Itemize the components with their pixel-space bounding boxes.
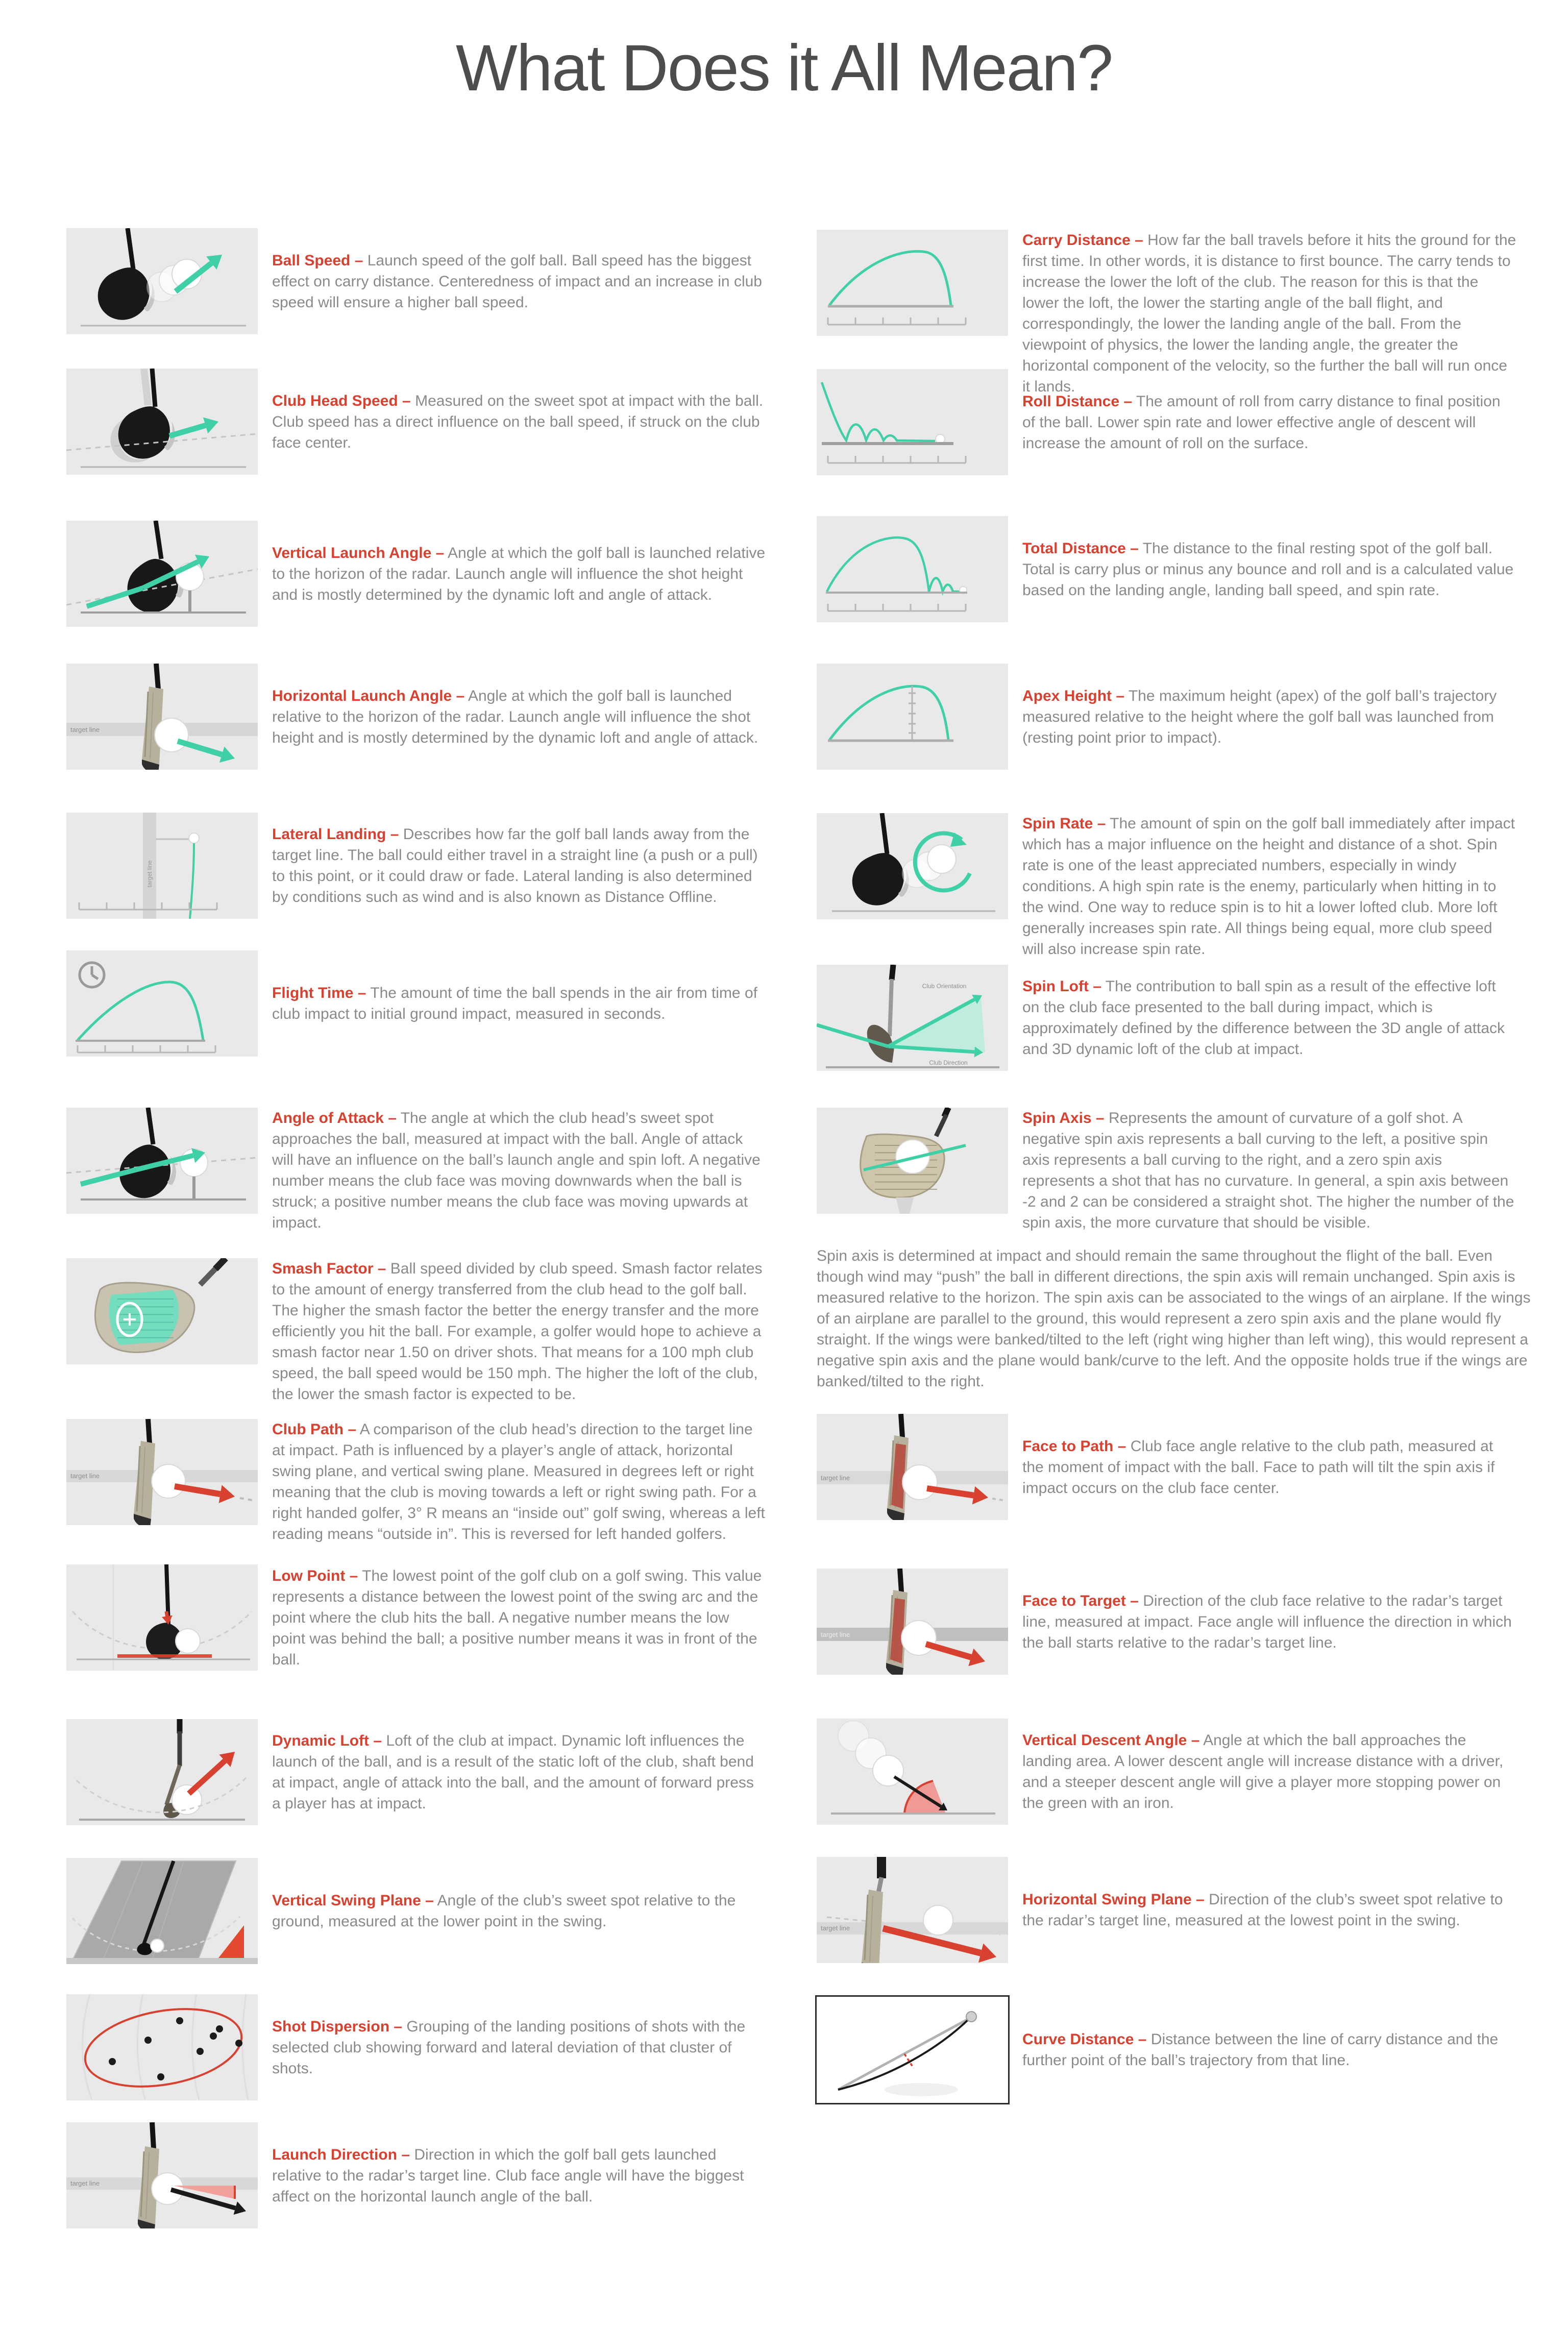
entry-dynamic-loft	[66, 1719, 783, 1825]
definition-body: The maximum height (apex) of the golf ball’s trajectory measured relative to the height where the golf ball was launched from (resting point prior to impact).	[1022, 687, 1497, 746]
low-point-illustration	[66, 1564, 258, 1671]
term-label: Spin Axis –	[1022, 1110, 1105, 1126]
term-label: Smash Factor –	[272, 1260, 386, 1277]
entry-vertical-swing-plane	[66, 1858, 783, 1964]
horizontal-swing-plane-icon	[817, 1857, 1008, 1963]
term-label: Launch Direction –	[272, 2146, 410, 2163]
spin-axis-note: Spin axis is determined at impact and should remain the same throughout the flight of the ball. Even though wind may “push” the ball in different directions, the spin axis will remain unchanged. Spin axis is measured relative to the horizon. The spin axis can be associated to the wings of an airplane. If the wings of an airplane are parallel to the ground, this would represent a zero spin axis and the plane would fly straight. If the wings were banked/tilted to the left (right wing higher than left wing), this would represent a negative spin axis and the plane would bank/curve to the left. And the opposite holds true if the wings are banked/tilted to the right.	[817, 1247, 1531, 1390]
term-label: Dynamic Loft –	[272, 1732, 382, 1749]
spin-axis-icon	[817, 1108, 1008, 1214]
definition-body: The amount of spin on the golf ball immediately after impact which has a major influence on the height and distance of a shot. Spin rate is one of the least appreciated numbers, especially in windy conditions. A high spin rate is the enemy, particularly when hitting in to the wind. One way to reduce spin is to hit a lower lofted club. More loft generally increases spin rate. All things being equal, more club speed will also increase spin rate.	[1022, 815, 1515, 958]
definition-body: Ball speed divided by club speed. Smash factor relates to the amount of energy transferred from the club head to the golf ball. The higher the smash factor the better the energy transfer and the more efficiently you hit the ball. For example, a golfer would hope to achieve a smash factor near 1.50 on driver shots. That means for a 100 mph club speed, the ball speed would be 150 mph. The higher the loft of the club, the lower the smash factor is expected to be.	[272, 1260, 763, 1403]
entry-launch-direction	[66, 2122, 783, 2228]
horizontal-launch-angle-illustration	[66, 664, 258, 770]
term-label: Total Distance –	[1022, 540, 1139, 557]
term-label: Curve Distance –	[1022, 2031, 1147, 2048]
horizontal-launch-angle-definition	[272, 685, 766, 748]
spin-rate-illustration	[817, 813, 1008, 919]
vertical-launch-angle-illustration	[66, 521, 258, 627]
horizontal-swing-plane-illustration	[817, 1857, 1008, 1963]
definition-body: The angle at which the club head’s sweet spot approaches the ball, measured at impact with the ball. Angle of attack will have an influence on the ball’s launch angle and spin loft. A negative number means the club face was moving downwards when the ball is struck; a positive number means the club face was moving upwards at impact.	[272, 1110, 761, 1231]
term-label: Lateral Landing –	[272, 826, 399, 843]
entry-apex-height	[817, 664, 1534, 770]
ball-speed-icon	[66, 228, 258, 334]
definition-body: The contribution to ball spin as a result of the effective loft on the club face presented to the ball during impact, which is approximately defined by the difference between the 3D angle of attack and 3D dynamic loft of the club at impact.	[1022, 978, 1505, 1058]
dynamic-loft-illustration	[66, 1719, 258, 1825]
launch-direction-definition	[272, 2144, 766, 2207]
face-to-target-icon	[817, 1569, 1008, 1675]
spin-loft-illustration	[817, 965, 1008, 1071]
lateral-landing-definition	[272, 824, 766, 908]
lateral-landing-illustration	[66, 813, 258, 919]
definition-body: Angle at which the golf ball is launched relative to the horizon of the radar. Launch angle will influence the shot height and is mostly determined by the dynamic loft and angle of attack.	[272, 687, 758, 746]
vertical-swing-plane-definition	[272, 1890, 766, 1932]
horizontal-swing-plane-definition	[1022, 1889, 1516, 1931]
definition-body: Direction of the club face relative to the radar’s target line, measured at impact. Face angle will influence the direction in which the ball starts relative to the radar’s target line.	[1022, 1592, 1512, 1651]
term-label: Face to Target –	[1022, 1592, 1139, 1609]
entry-total-distance	[817, 516, 1534, 622]
face-to-path-illustration	[817, 1414, 1008, 1520]
definition-body: Club face angle relative to the club path, measured at the moment of impact with the ball. Face to path will tilt the spin axis if impact occurs on the club face center.	[1022, 1437, 1495, 1497]
ball-speed-definition	[272, 250, 766, 313]
entry-smash-factor	[66, 1258, 783, 1405]
launch-direction-illustration	[66, 2122, 258, 2228]
term-label: Horizontal Swing Plane –	[1022, 1891, 1205, 1908]
entry-roll-distance	[817, 369, 1534, 475]
entry-club-head-speed	[66, 369, 783, 475]
target-line-label: target line	[70, 1472, 100, 1480]
vertical-launch-angle-icon	[66, 521, 258, 627]
flight-time-illustration	[66, 950, 258, 1057]
term-label: Horizontal Launch Angle –	[272, 687, 465, 704]
angle-of-attack-icon	[66, 1108, 258, 1214]
entry-spin-loft	[817, 965, 1534, 1071]
entry-club-path	[66, 1419, 783, 1545]
term-label: Angle of Attack –	[272, 1110, 397, 1126]
target-line-label: target line	[821, 1474, 850, 1482]
entry-ball-speed	[66, 228, 783, 334]
roll-distance-definition	[1022, 391, 1516, 454]
definition-body: Loft of the club at impact. Dynamic loft influences the launch of the ball, and is a result of the static loft of the club, shaft bend at impact, angle of attack into the ball, and the amount of forward press a player has at impact.	[272, 1732, 754, 1812]
carry-distance-icon	[817, 230, 1008, 336]
vertical-swing-plane-illustration	[66, 1858, 258, 1964]
definition-body: How far the ball travels before it hits the ground for the first time. In other words, it is distance to first bounce. The carry tends to increase the lower the loft of the club. The reason for this is that the lower the loft, the lower the starting angle of the ball flight, and correspondingly, the lower the landing angle of the ball. From the viewpoint of physics, the lower the landing angle, the greater the horizontal component of the velocity, so the further the ball will run once it lands.	[1022, 232, 1516, 395]
angle-of-attack-illustration	[66, 1108, 258, 1214]
angle-of-attack-definition	[272, 1108, 766, 1233]
low-point-icon	[66, 1564, 258, 1671]
dynamic-loft-definition	[272, 1730, 766, 1814]
term-label: Club Head Speed –	[272, 392, 411, 409]
definition-body: Angle at which the ball approaches the landing area. A lower descent angle will increase distance with a driver, and a steeper descent angle will give a player more stopping power on the green with an iron.	[1022, 1732, 1504, 1811]
entry-vertical-descent-angle	[817, 1719, 1534, 1825]
total-distance-icon	[817, 516, 1008, 622]
low-point-definition	[272, 1565, 766, 1670]
definition-body: Launch speed of the golf ball. Ball speed has the biggest effect on carry distance. Centeredness of impact and an increase in club speed will ensure a higher ball speed.	[272, 252, 762, 311]
spin-loft-icon	[817, 965, 1008, 1071]
flight-time-icon	[66, 950, 258, 1057]
club-path-illustration	[66, 1419, 258, 1525]
definition-body: Measured on the sweet spot at impact with the ball. Club speed has a direct influence on the ball speed, if struck on the club face center.	[272, 392, 764, 451]
ball-speed-illustration	[66, 228, 258, 334]
total-distance-illustration	[817, 516, 1008, 622]
definition-body: Represents the amount of curvature of a golf shot. A negative spin axis represents a ball curving to the left, a positive spin axis represents a ball curving to the right, and a zero spin axis represents a shot that has no curvature. In general, a spin axis between -2 and 2 can be considered a straight shot. The higher the number of the spin axis, the more curvature that should be visible.	[1022, 1110, 1514, 1231]
definition-body: A comparison of the club head’s direction to the target line at impact. Path is influenced by a player’s angle of attack, horizontal swing plane, and vertical swing plane. Measured in degrees left or right meaning that the club is moving towards a left or right swing path. For a right handed golfer, 3° R means an “inside out” golf swing, whereas a left reading means “outside in”. This is reversed for left handed golfers.	[272, 1421, 765, 1542]
entry-angle-of-attack	[66, 1108, 783, 1233]
spin-rate-definition	[1022, 813, 1516, 960]
term-label: Vertical Swing Plane –	[272, 1892, 434, 1909]
shot-dispersion-illustration	[66, 1994, 258, 2100]
club-path-icon	[66, 1419, 258, 1525]
target-line-label: target line	[821, 1631, 850, 1638]
club-path-definition	[272, 1419, 766, 1545]
definition-body: The distance to the final resting spot of the golf ball. Total is carry plus or minus any bounce and roll and is a calculated value based on the landing angle, landing ball speed, and spin rate.	[1022, 540, 1514, 599]
target-line-label: target line	[70, 726, 100, 733]
horizontal-launch-angle-icon	[66, 664, 258, 770]
vertical-descent-angle-icon	[817, 1719, 1008, 1825]
definition-body: Direction of the club’s sweet spot relative to the radar’s target line, measured at the lowest point in the swing.	[1022, 1891, 1503, 1929]
target-line-label: target line	[70, 2179, 100, 2187]
entry-flight-time	[66, 950, 783, 1057]
term-label: Carry Distance –	[1022, 232, 1143, 249]
face-to-path-icon	[817, 1414, 1008, 1520]
roll-distance-icon	[817, 369, 1008, 475]
spin-axis-definition	[1022, 1108, 1516, 1233]
curve-distance-definition	[1022, 2029, 1516, 2071]
spin-loft-definition	[1022, 976, 1516, 1060]
roll-distance-illustration	[817, 369, 1008, 475]
definition-body: Describes how far the golf ball lands away from the target line. The ball could either travel in a straight line (a push or a pull) to this point, or it could draw or fade. Lateral landing is also determined by conditions such as wind and is also known as Distance Offline.	[272, 826, 758, 905]
term-label: Roll Distance –	[1022, 393, 1133, 410]
definition-body: Angle at which the golf ball is launched relative to the horizon of the radar. Launch angle will influence the shot height and is mostly determined by the dynamic loft and angle of attack.	[272, 544, 766, 603]
club-head-speed-icon	[66, 369, 258, 475]
term-label: Shot Dispersion –	[272, 2018, 403, 2035]
definition-body: The amount of time the ball spends in the air from time of club impact to initial ground impact, measured in seconds.	[272, 985, 757, 1022]
smash-factor-illustration	[66, 1258, 258, 1364]
entry-face-to-path	[817, 1414, 1534, 1520]
entry-curve-distance	[817, 1997, 1534, 2103]
shot-dispersion-icon	[66, 1994, 258, 2100]
definition-body: Angle of the club’s sweet spot relative to the ground, measured at the lower point in the swing.	[272, 1892, 736, 1930]
term-label: Ball Speed –	[272, 252, 363, 269]
dynamic-loft-icon	[66, 1719, 258, 1825]
entry-low-point	[66, 1564, 783, 1671]
target-line-label: target line	[821, 1924, 850, 1932]
launch-direction-icon	[66, 2122, 258, 2228]
entry-lateral-landing	[66, 813, 783, 919]
entry-spin-axis	[817, 1108, 1534, 1233]
face-to-target-illustration	[817, 1569, 1008, 1675]
club-orientation-label: Club Orientation	[922, 983, 967, 990]
club-head-speed-illustration	[66, 369, 258, 475]
term-label: Spin Rate –	[1022, 815, 1106, 832]
vertical-launch-angle-definition	[272, 543, 766, 605]
entry-shot-dispersion	[66, 1994, 783, 2100]
apex-height-definition	[1022, 685, 1516, 748]
definition-body: The lowest point of the golf club on a golf swing. This value represents a distance between the lowest point of the swing arc and the point where the club hits the ball. A negative number means the low point was behind the ball; a positive number means it was in front of the ball.	[272, 1567, 762, 1668]
entry-face-to-target	[817, 1569, 1534, 1675]
entry-spin-rate	[817, 813, 1534, 960]
target-line-label: target line	[146, 860, 153, 888]
flight-time-definition	[272, 983, 766, 1024]
total-distance-definition	[1022, 538, 1516, 601]
entry-horizontal-swing-plane	[817, 1857, 1534, 1963]
page-title: What Does it All Mean?	[455, 32, 1113, 105]
term-label: Vertical Descent Angle –	[1022, 1732, 1200, 1749]
entry-horizontal-launch-angle	[66, 664, 783, 770]
term-label: Apex Height –	[1022, 687, 1125, 704]
smash-factor-definition	[272, 1258, 766, 1405]
term-label: Face to Path –	[1022, 1437, 1126, 1455]
definition-body: Grouping of the landing positions of shots with the selected club showing forward and lateral deviation of that cluster of shots.	[272, 2018, 746, 2077]
curve-distance-illustration	[817, 1997, 1008, 2103]
vertical-descent-angle-definition	[1022, 1730, 1516, 1814]
term-label: Spin Loft –	[1022, 978, 1101, 995]
face-to-path-definition	[1022, 1436, 1516, 1499]
carry-distance-illustration	[817, 230, 1008, 336]
entry-vertical-launch-angle	[66, 521, 783, 627]
vertical-descent-angle-illustration	[817, 1719, 1008, 1825]
spin-axis-illustration	[817, 1108, 1008, 1214]
lateral-landing-icon	[66, 813, 258, 919]
club-head-speed-definition	[272, 390, 766, 453]
term-label: Flight Time –	[272, 985, 366, 1001]
spin-rate-icon	[817, 813, 1008, 919]
definition-body: Distance between the line of carry distance and the further point of the ball’s trajectory from that line.	[1022, 2031, 1499, 2069]
vertical-swing-plane-icon	[66, 1858, 258, 1964]
smash-factor-icon	[66, 1258, 258, 1364]
term-label: Club Path –	[272, 1421, 357, 1438]
definition-body: The amount of roll from carry distance to final position of the ball. Lower spin rate and lower effective angle of descent will increase the amount of roll on the surface.	[1022, 393, 1501, 452]
club-direction-label: Club Direction	[929, 1059, 968, 1066]
apex-height-illustration	[817, 664, 1008, 770]
term-label: Low Point –	[272, 1567, 358, 1584]
curve-distance-icon	[817, 1997, 1008, 2103]
apex-height-icon	[817, 664, 1008, 770]
definition-body: Direction in which the golf ball gets launched relative to the radar’s target line. Club face angle will have the biggest affect on the horizontal launch angle of the ball.	[272, 2146, 744, 2205]
shot-dispersion-definition	[272, 2016, 766, 2079]
term-label: Vertical Launch Angle –	[272, 544, 445, 561]
face-to-target-definition	[1022, 1590, 1516, 1653]
